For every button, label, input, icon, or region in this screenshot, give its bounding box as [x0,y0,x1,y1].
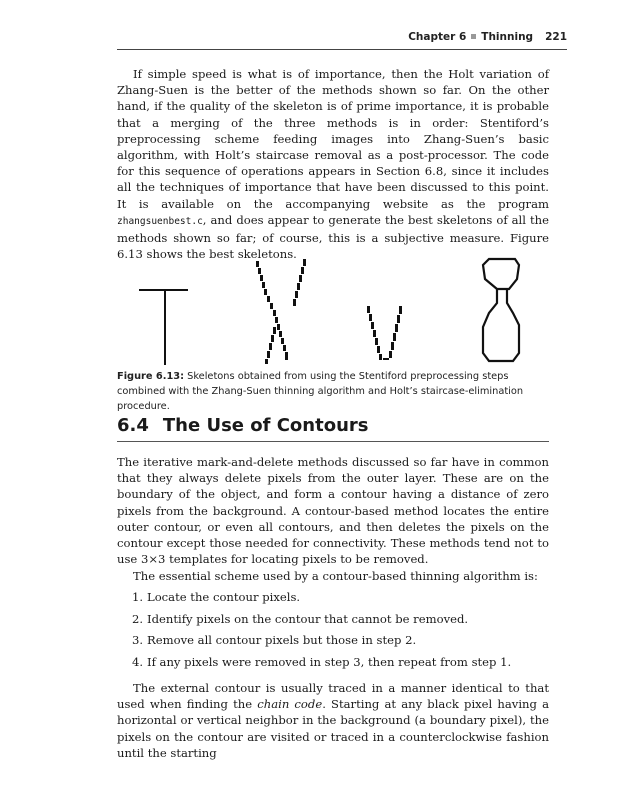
step-text: Remove all contour pixels but those in step 2. [147,633,417,647]
figure-skeletons [117,255,567,370]
section-number: 6.4 [117,415,149,436]
program-name: zhangsuenbest.c [117,215,203,227]
scheme-intro: The essential scheme used by a contour-based thinning algorithm is: [133,569,538,583]
final-text-start: The external contour is usually traced in a manner identical to that used when finding the [117,681,549,712]
skeleton-X [256,259,306,364]
step-number: 3. [132,633,144,647]
final-text-end: . Starting at any black pixel having a horizontal or vertical neighbor in the background (a boundary pixel), the pixels on the contour are visited or traced in a counterclockwise fashion until the starting [117,697,549,760]
section-paragraph: The iterative mark-and-delete methods discussed so far have in common that they always delete pixels from the outer layer. These are on the boundary of the object, and form a contour having a distance of zero pixels from the background. A contour-based method locates the entire outer contour, or even all contours, and then deletes the pixels on the contour except those needed for connectivity. These methods tend not to use 3×3 templates for locating pixels to be removed. [117,455,549,567]
running-header [117,31,567,47]
chapter-label: Chapter 6 [408,31,467,43]
intro-text: If simple speed is what is of importance, then the Holt variation of Zhang-Suen is the better of the methods shown so far. On the other hand, if the quality of the skeleton is of prime importance, it is probable that a merging of the three methods is in order: Stentiford’s preprocessing scheme feeding images into Zhang-Suen’s basic algorithm, with Holt’s staircase removal as a post-processor. The code for this sequence of operations appears in Section 6.8, since it includes all the techniques of importance that have been discussed to this point. It is available on the accompanying website as the program [117,67,549,211]
step-text: Identify pixels on the contour that cannot be removed. [147,611,469,626]
list-item [132,654,552,676]
figure-label: Figure 6.13: [117,371,185,382]
step-text: If any pixels were removed in step 3, then repeat from step 1. [147,654,512,669]
steps-list [132,589,552,675]
step-number: 1. [132,590,144,604]
section-title: The Use of Contours [162,415,369,436]
chain-code-term: chain code [257,697,323,712]
skeleton-v [367,306,402,360]
intro-paragraph [117,66,549,262]
skeleton-T [139,289,188,365]
caption-text: Skeletons obtained from using the Stentiford preprocessing steps combined with the Zhang-Suen thinning algorithm and Holt’s staircase-elimination procedure. [117,371,524,412]
section-rule [117,441,549,442]
list-item [132,632,552,654]
header-rule [117,49,567,50]
page-number: 221 [545,31,567,43]
section-heading [117,415,567,436]
list-item [132,589,552,611]
list-item [132,611,552,633]
skeleton-8 [483,259,519,361]
intro-text-end: , and does appear to generate the best skeletons of all the methods shown so far; of course, this is a subjective measure. Figure 6.13 shows the best skeletons. [117,212,549,262]
step-text: Locate the contour pixels. [147,590,301,604]
final-paragraph [117,680,549,761]
chapter-title: Thinning [481,31,534,43]
square-bullet-icon [471,34,476,39]
step-number: 4. [132,654,144,669]
figure-caption [117,369,557,414]
step-number: 2. [132,611,144,626]
